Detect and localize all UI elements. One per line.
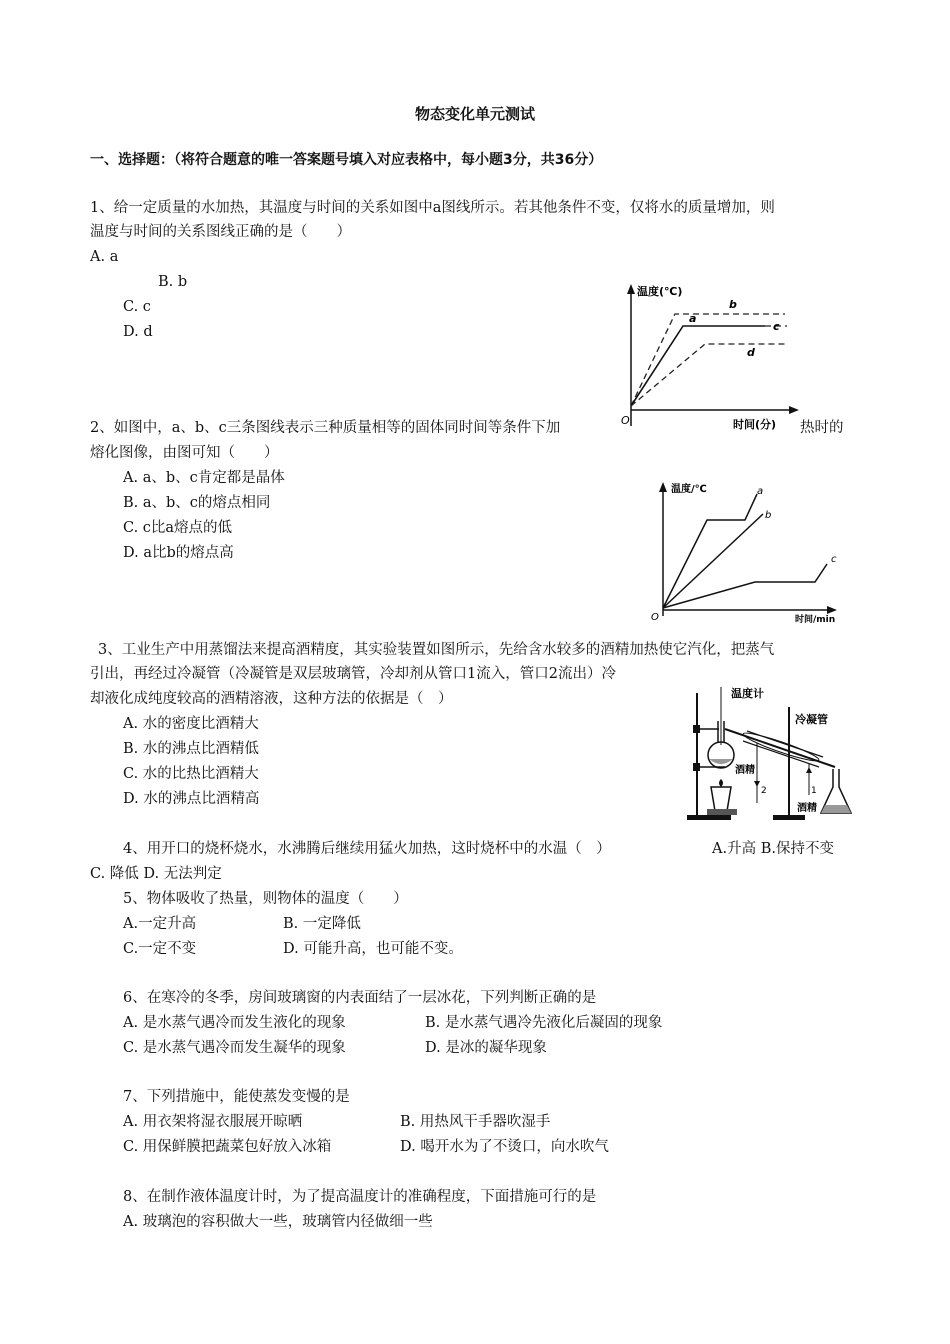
q3-fig-port-1: 1 bbox=[811, 786, 817, 796]
q1-option-c: C. c bbox=[123, 299, 151, 315]
q7-option-a: A. 用衣架将湿衣服展开晾晒 bbox=[123, 1114, 303, 1130]
q2-stem-line1: 2、如图中，a、b、c三条图线表示三种质量相等的固体同时间等条件下加 bbox=[90, 420, 561, 436]
q7-option-c: C. 用保鲜膜把蔬菜包好放入冰箱 bbox=[123, 1139, 332, 1155]
q1-fig-label-a: a bbox=[689, 312, 697, 325]
q2-fig-origin: O bbox=[651, 612, 659, 623]
q3-fig-thermometer-label: 温度计 bbox=[731, 687, 764, 700]
q7-stem: 7、下列措施中，能使蒸发变慢的是 bbox=[123, 1089, 350, 1105]
q4-options-ab: A.升高 B.保持不变 bbox=[712, 841, 834, 857]
q8-stem: 8、在制作液体温度计时，为了提高温度计的准确程度，下面措施可行的是 bbox=[123, 1189, 597, 1205]
section-heading: 一、选择题：（将符合题意的唯一答案题号填入对应表格中，每小题3分，共36分） bbox=[90, 152, 603, 168]
q1-option-b: B. b bbox=[158, 274, 188, 290]
q1-stem-line2: 温度与时间的关系图线正确的是（ ） bbox=[90, 224, 351, 240]
q6-option-a: A. 是水蒸气遇冷而发生液化的现象 bbox=[123, 1015, 346, 1031]
q2-fig-label-c: c bbox=[831, 554, 837, 565]
q7-option-d: D. 喝开水为了不烫口，向水吹气 bbox=[400, 1139, 609, 1155]
q2-option-b: B. a、b、c的熔点相同 bbox=[123, 495, 271, 511]
q1-option-a: A. a bbox=[90, 249, 119, 265]
q2-fig-ylabel: 温度/℃ bbox=[671, 484, 707, 495]
q4-options-cd: C. 降低 D. 无法判定 bbox=[90, 866, 222, 882]
q3-option-c: C. 水的比热比酒精大 bbox=[123, 766, 259, 782]
q3-fig-alcohol-label-1: 酒精 bbox=[735, 765, 755, 776]
q3-fig-alcohol-label-2: 酒精 bbox=[797, 803, 817, 814]
q5-stem: 5、物体吸收了热量，则物体的温度（ ） bbox=[123, 891, 408, 907]
q6-stem: 6、在寒冷的冬季，房间玻璃窗的内表面结了一层冰花，下列判断正确的是 bbox=[123, 990, 597, 1006]
q2-fig-label-b: b bbox=[765, 510, 772, 521]
q3-fig-condenser-label: 冷凝管 bbox=[795, 713, 828, 726]
q2-fig-label-a: a bbox=[757, 486, 764, 497]
q2-fig-xlabel: 时间/min bbox=[795, 615, 836, 624]
page-title: 物态变化单元测试 bbox=[414, 105, 535, 123]
q5-option-b: B. 一定降低 bbox=[283, 916, 361, 932]
q1-fig-label-c: c bbox=[773, 320, 780, 333]
q1-fig-ylabel: 温度(℃) bbox=[637, 285, 683, 298]
q3-option-a: A. 水的密度比酒精大 bbox=[123, 716, 259, 732]
q6-option-c: C. 是水蒸气遇冷而发生凝华的现象 bbox=[123, 1040, 346, 1056]
q1-fig-label-d: d bbox=[747, 346, 755, 359]
q3-stem-line3: 却液化成纯度较高的酒精溶液，这种方法的依据是（ ） bbox=[90, 691, 453, 707]
q3-distillation-apparatus bbox=[685, 683, 860, 832]
q3-fig-port-2: 2 bbox=[761, 786, 767, 796]
q5-option-a: A.一定升高 bbox=[123, 916, 197, 932]
q4-stem: 4、用开口的烧杯烧水，水沸腾后继续用猛火加热，这时烧杯中的水温（ ） bbox=[123, 841, 611, 857]
q1-figure bbox=[615, 276, 805, 440]
q1-stem-line1: 1、给一定质量的水加热，其温度与时间的关系如图中a图线所示。若其他条件不变，仅将水的质量增加，则 bbox=[90, 200, 775, 216]
q2-option-d: D. a比b的熔点高 bbox=[123, 545, 234, 561]
q2-option-c: C. c比a熔点的低 bbox=[123, 520, 233, 536]
q8-option-a: A. 玻璃泡的容积做大一些，玻璃管内径做细一些 bbox=[123, 1214, 433, 1230]
q5-option-d: D. 可能升高，也可能不变。 bbox=[283, 941, 463, 957]
q6-option-d: D. 是冰的凝华现象 bbox=[425, 1040, 547, 1056]
q6-option-b: B. 是水蒸气遇冷先液化后凝固的现象 bbox=[425, 1015, 663, 1031]
q5-option-c: C.一定不变 bbox=[123, 941, 197, 957]
q2-stem-line1-end: 热时的 bbox=[800, 420, 844, 436]
q3-stem-line1: 3、工业生产中用蒸馏法来提高酒精度，其实验装置如图所示，先给含水较多的酒精加热使它汽化，把蒸气 bbox=[98, 642, 775, 658]
q1-fig-xlabel: 时间(分) bbox=[733, 418, 777, 431]
q2-stem-line2: 熔化图像，由图可知（ ） bbox=[90, 445, 279, 461]
q7-option-b: B. 用热风干手器吹湿手 bbox=[400, 1114, 551, 1130]
q1-fig-label-b: b bbox=[729, 298, 737, 311]
q3-stem-line2: 引出，再经过冷凝管（冷凝管是双层玻璃管，冷却剂从管口1流入，管口2流出）冷 bbox=[90, 666, 616, 682]
q3-option-b: B. 水的沸点比酒精低 bbox=[123, 741, 259, 757]
q1-option-d: D. d bbox=[123, 324, 153, 340]
q2-option-a: A. a、b、c肯定都是晶体 bbox=[123, 470, 285, 486]
q1-fig-origin: O bbox=[621, 414, 630, 427]
q2-figure bbox=[645, 474, 845, 628]
q3-option-d: D. 水的沸点比酒精高 bbox=[123, 791, 260, 807]
